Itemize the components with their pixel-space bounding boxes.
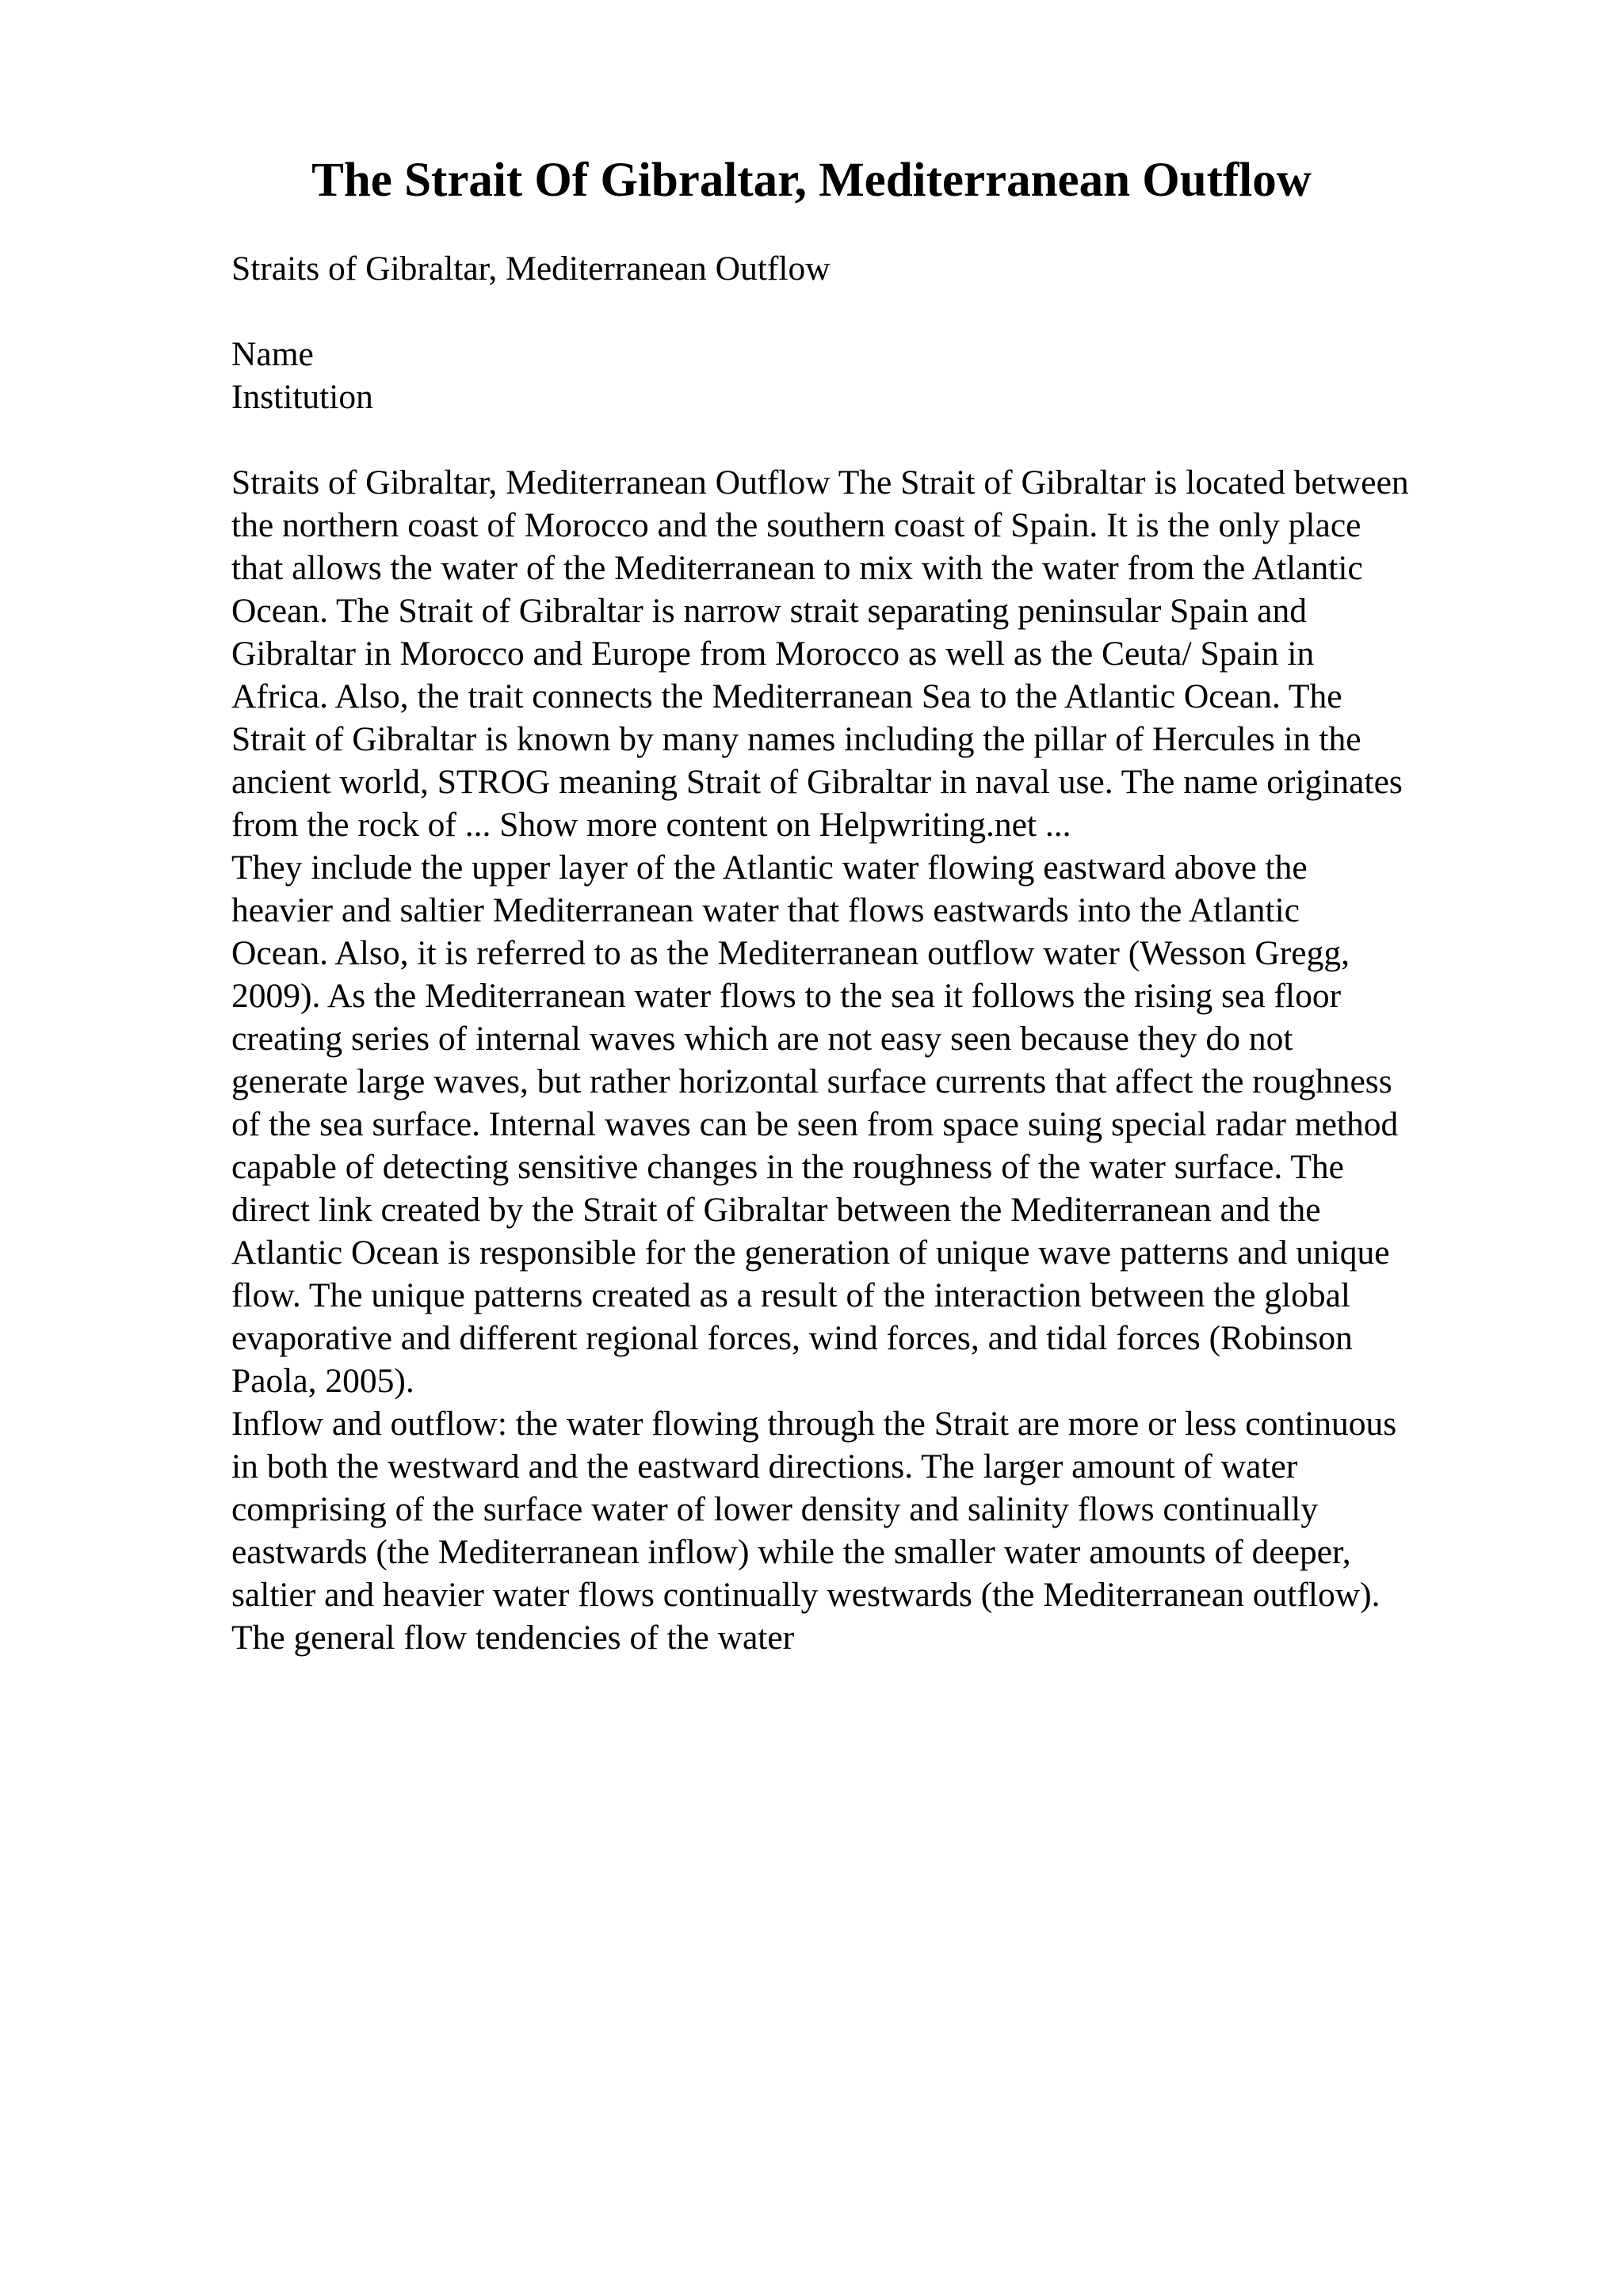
- paragraph-line: Gibraltar in Morocco and Europe from Morocco as well as the Ceuta/ Spain in: [231, 635, 1315, 673]
- paragraph-line: Africa. Also, the trait connects the Mediterranean Sea to the Atlantic Ocean. The: [231, 677, 1342, 715]
- paragraph-line: The general flow tendencies of the water: [231, 1619, 795, 1657]
- paragraph-line: creating series of internal waves which are not easy seen because they do not: [231, 1020, 1293, 1058]
- document-subtitle: Straits of Gibraltar, Mediterranean Outflow: [231, 250, 831, 288]
- paragraph-1: [231, 461, 1515, 846]
- paragraph-line: that allows the water of the Mediterranean to mix with the water from the Atlantic: [231, 549, 1363, 587]
- paragraph-line: Straits of Gibraltar, Mediterranean Outflow The Strait of Gibraltar is located between: [231, 463, 1409, 502]
- paragraph-line: Ocean. The Strait of Gibraltar is narrow strait separating peninsular Spain and: [231, 592, 1307, 630]
- paragraph-line: in both the westward and the eastward directions. The larger amount of water: [231, 1447, 1298, 1486]
- paragraph-line: ancient world, STROG meaning Strait of Gibraltar in naval use. The name originates: [231, 763, 1403, 801]
- author-name: Name: [231, 335, 314, 373]
- paragraph-line: heavier and saltier Mediterranean water that flows eastwards into the Atlantic: [231, 891, 1300, 929]
- paragraph-line: capable of detecting sensitive changes in the roughness of the water surface. The: [231, 1148, 1344, 1186]
- paragraph-line: Inflow and outflow: the water flowing through the Strait are more or less continuous: [231, 1405, 1397, 1443]
- paragraph-2: [231, 846, 1515, 1402]
- paragraph-line: They include the upper layer of the Atlantic water flowing eastward above the: [231, 849, 1308, 887]
- paragraph-line: evaporative and different regional forces, wind forces, and tidal forces (Robinson: [231, 1319, 1353, 1357]
- paragraph-line: Strait of Gibraltar is known by many names including the pillar of Hercules in the: [231, 720, 1361, 758]
- paragraph-line: flow. The unique patterns created as a result of the interaction between the global: [231, 1276, 1351, 1314]
- paragraph-line: eastwards (the Mediterranean inflow) while the smaller water amounts of deeper,: [231, 1533, 1351, 1571]
- document-title: The Strait Of Gibraltar, Mediterranean Outflow: [311, 154, 1312, 207]
- paragraph-line: saltier and heavier water flows continually westwards (the Mediterranean outflow).: [231, 1576, 1381, 1614]
- author-institution: Institution: [231, 378, 373, 416]
- paragraph-line: Paola, 2005).: [231, 1362, 414, 1400]
- paragraph-line: Ocean. Also, it is referred to as the Mediterranean outflow water (Wesson Gregg,: [231, 934, 1350, 972]
- paragraph-line: generate large waves, but rather horizontal surface currents that affect the roughness: [231, 1062, 1392, 1100]
- paragraph-3: [231, 1402, 1515, 1659]
- paragraph-line: from the rock of ... Show more content on Helpwriting.net ...: [231, 806, 1071, 844]
- paragraph-line: Atlantic Ocean is responsible for the generation of unique wave patterns and unique: [231, 1234, 1390, 1272]
- paragraph-line: comprising of the surface water of lower density and salinity flows continually: [231, 1490, 1319, 1528]
- author-block: [231, 333, 1515, 418]
- paragraph-line: of the sea surface. Internal waves can be seen from space suing special radar method: [231, 1105, 1399, 1143]
- paragraph-line: the northern coast of Morocco and the southern coast of Spain. It is the only place: [231, 506, 1361, 544]
- paragraph-line: 2009). As the Mediterranean water flows to the sea it follows the rising sea floor: [231, 977, 1342, 1015]
- paragraph-line: direct link created by the Strait of Gibraltar between the Mediterranean and the: [231, 1191, 1321, 1229]
